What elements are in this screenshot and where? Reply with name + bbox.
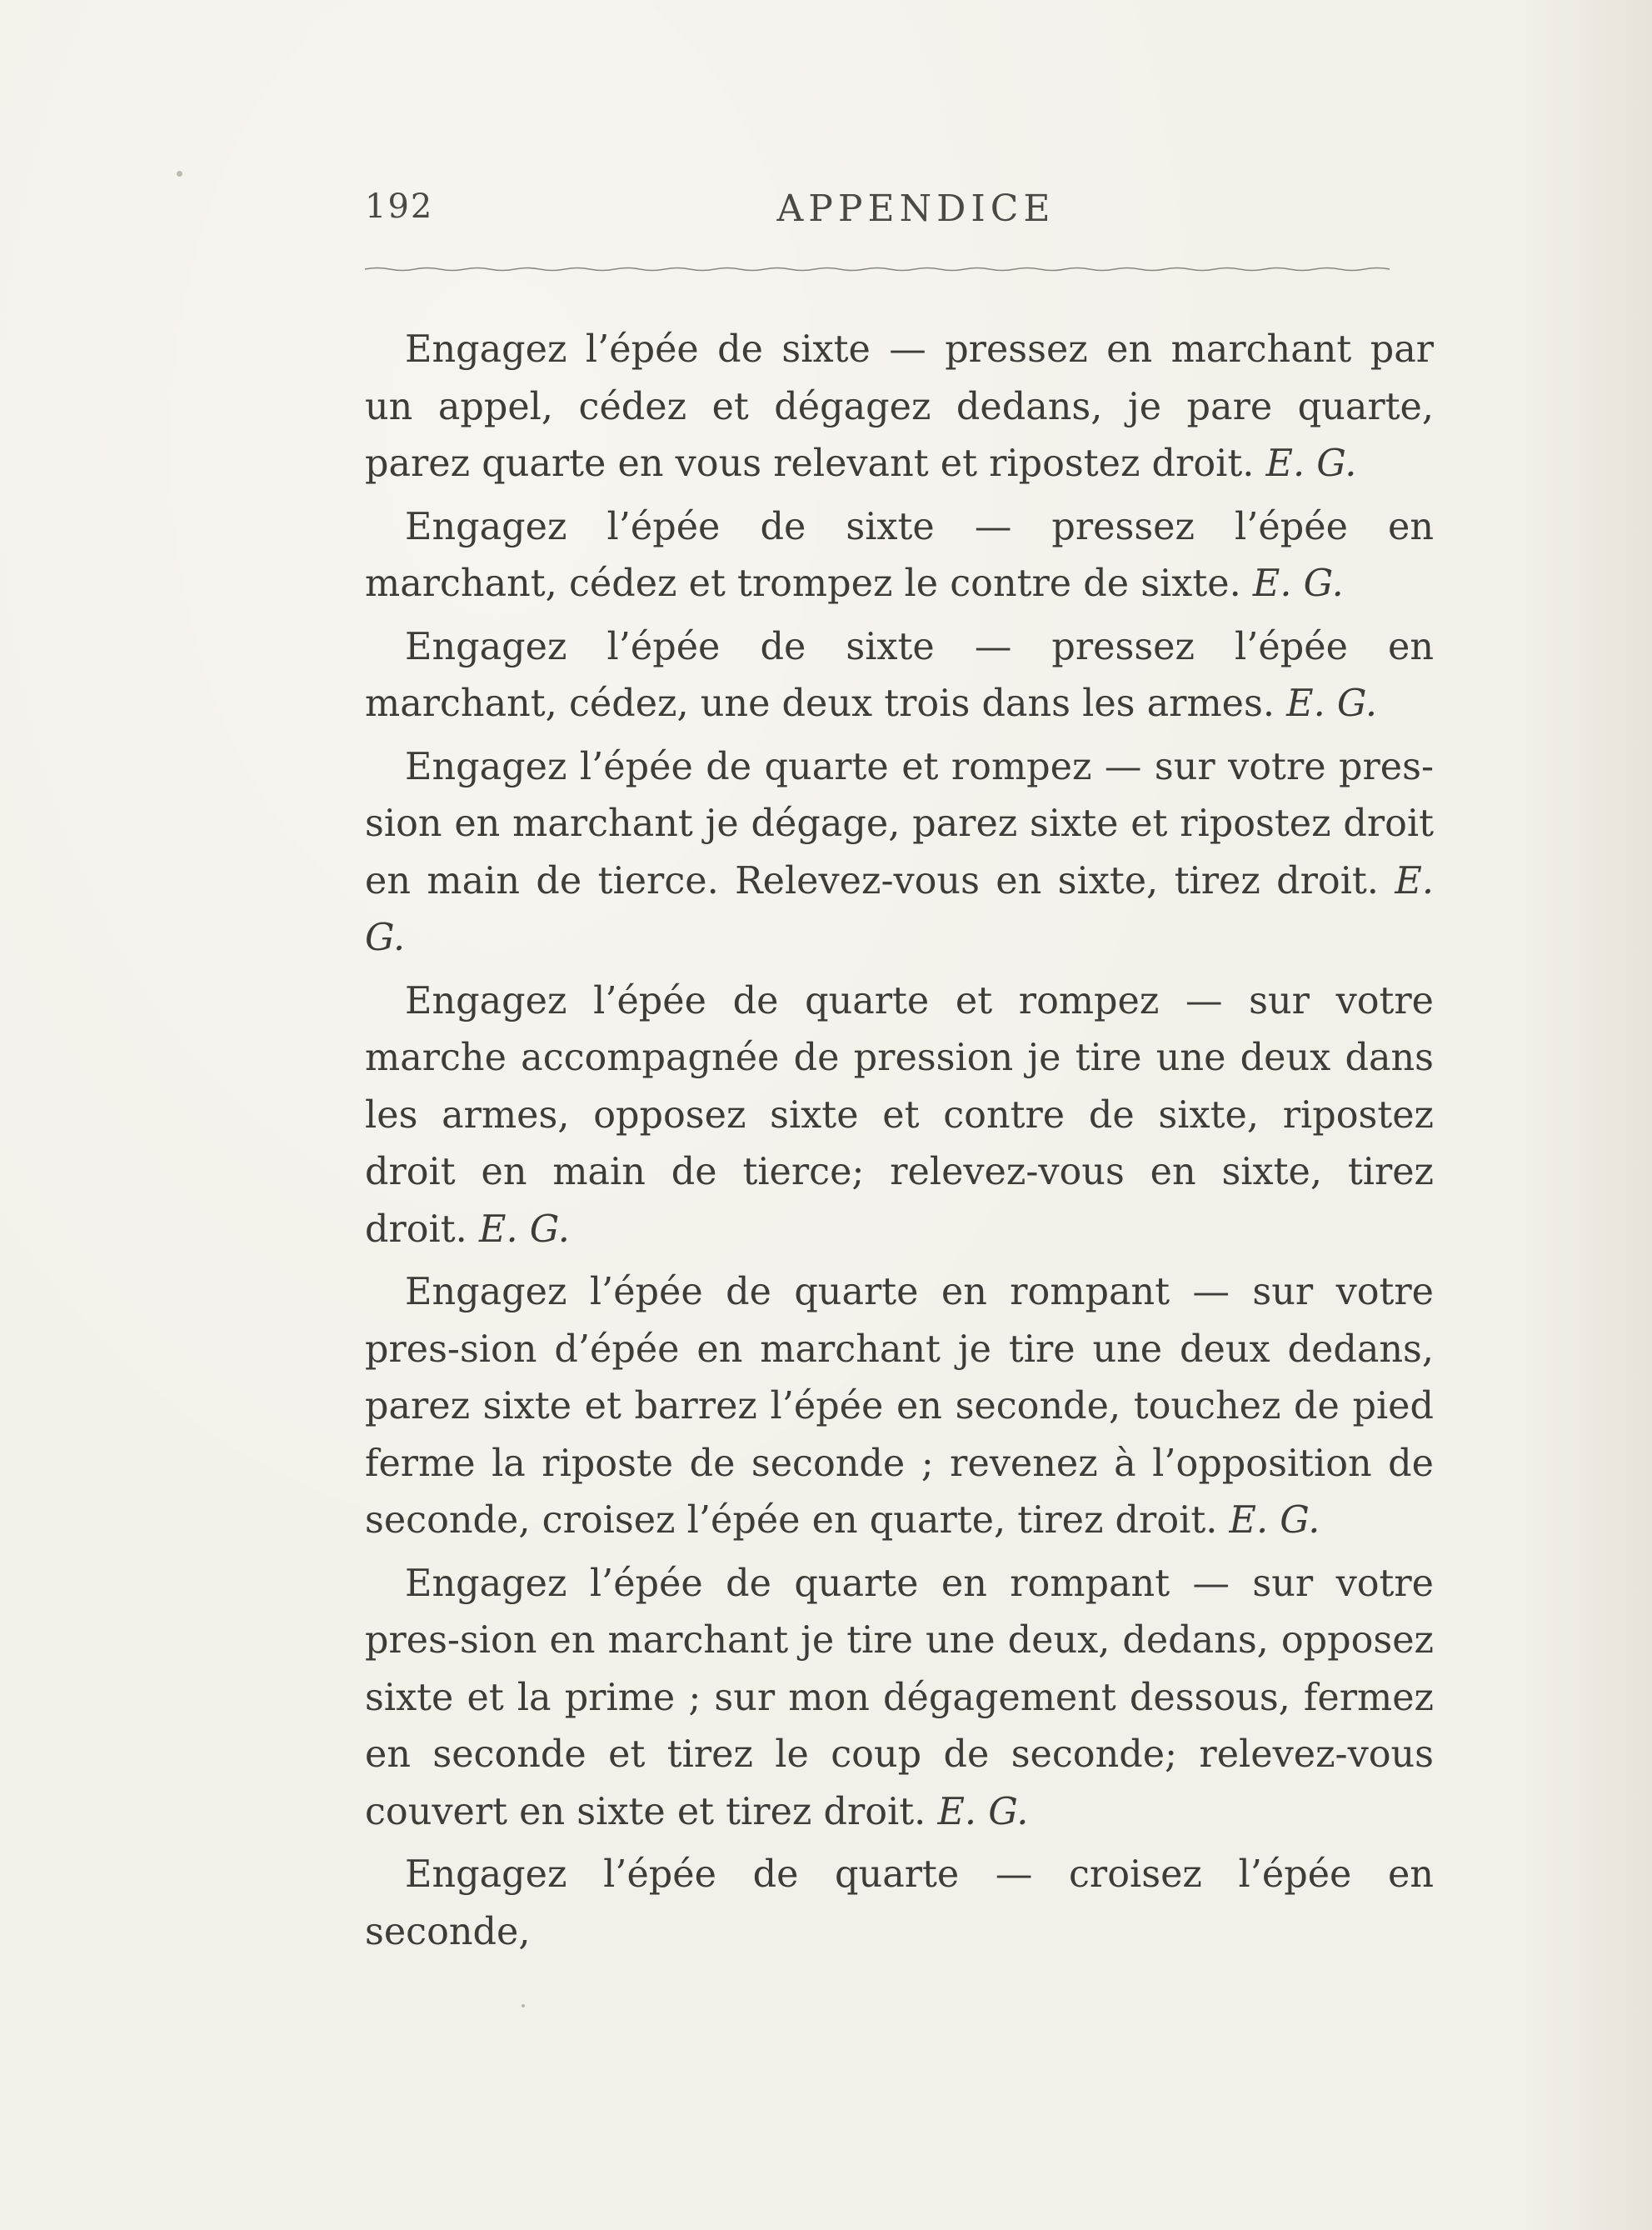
paragraph-1: Engagez l’épée de sixte — pressez en marchant par un appel, cédez et dégagez dedans, je pare quarte, parez quarte en vous relevant et ripostez droit. E. G. bbox=[365, 328, 1434, 485]
paper-speck bbox=[522, 2004, 525, 2008]
signature: E. G. bbox=[1229, 1499, 1320, 1542]
running-title: APPENDICE bbox=[776, 188, 1056, 230]
signature: E. G. bbox=[1265, 442, 1357, 485]
paragraph-8: Engagez l’épée de quarte — croisez l’épée en seconde, bbox=[365, 1853, 1434, 1953]
page-header bbox=[365, 188, 1434, 246]
paragraph-7: Engagez l’épée de quarte en rompant — sur votre pres-sion en marchant je tire une deux, dedans, opposez sixte et la prime ; sur mon dégagement dessous, fermez en seconde et tirez le coup de seconde; relevez-vous couvert en sixte et tirez droit. E. G. bbox=[365, 1562, 1434, 1833]
page-number: 192 bbox=[365, 188, 434, 226]
signature: E. G. bbox=[1252, 562, 1344, 605]
paragraph-4: Engagez l’épée de quarte et rompez — sur votre pres-sion en marchant je dégage, parez sixte et ripostez droit en main de tierce. Relevez-vous en sixte, tirez droit. E. G. bbox=[365, 745, 1434, 959]
header-rule bbox=[365, 267, 1390, 272]
paragraph-2: Engagez l’épée de sixte — pressez l’épée en marchant, cédez et trompez le contre de sixte. E. G. bbox=[365, 505, 1434, 605]
paragraph-3: Engagez l’épée de sixte — pressez l’épée en marchant, cédez, une deux trois dans les armes. E. G. bbox=[365, 625, 1434, 725]
body-text bbox=[365, 322, 1434, 1967]
signature: E. G. bbox=[365, 859, 1434, 959]
wavy-rule-graphic bbox=[365, 267, 1390, 272]
paragraph-6: Engagez l’épée de quarte en rompant — sur votre pres-sion d’épée en marchant je tire une deux dedans, parez sixte et barrez l’épée en seconde, touchez de pied ferme la riposte de seconde ; revenez à l’opposition de seconde, croisez l’épée en quarte, tirez droit. E. G. bbox=[365, 1271, 1434, 1542]
signature: E. G. bbox=[1286, 682, 1378, 725]
signature: E. G. bbox=[478, 1208, 570, 1251]
signature: E. G. bbox=[937, 1790, 1029, 1833]
paragraph-5: Engagez l’épée de quarte et rompez — sur votre marche accompagnée de pression je tire une deux dans les armes, opposez sixte et contre de sixte, ripostez droit en main de tierce; relevez-vous en sixte, tirez droit. E. G. bbox=[365, 979, 1434, 1251]
paper-speck bbox=[177, 171, 182, 177]
